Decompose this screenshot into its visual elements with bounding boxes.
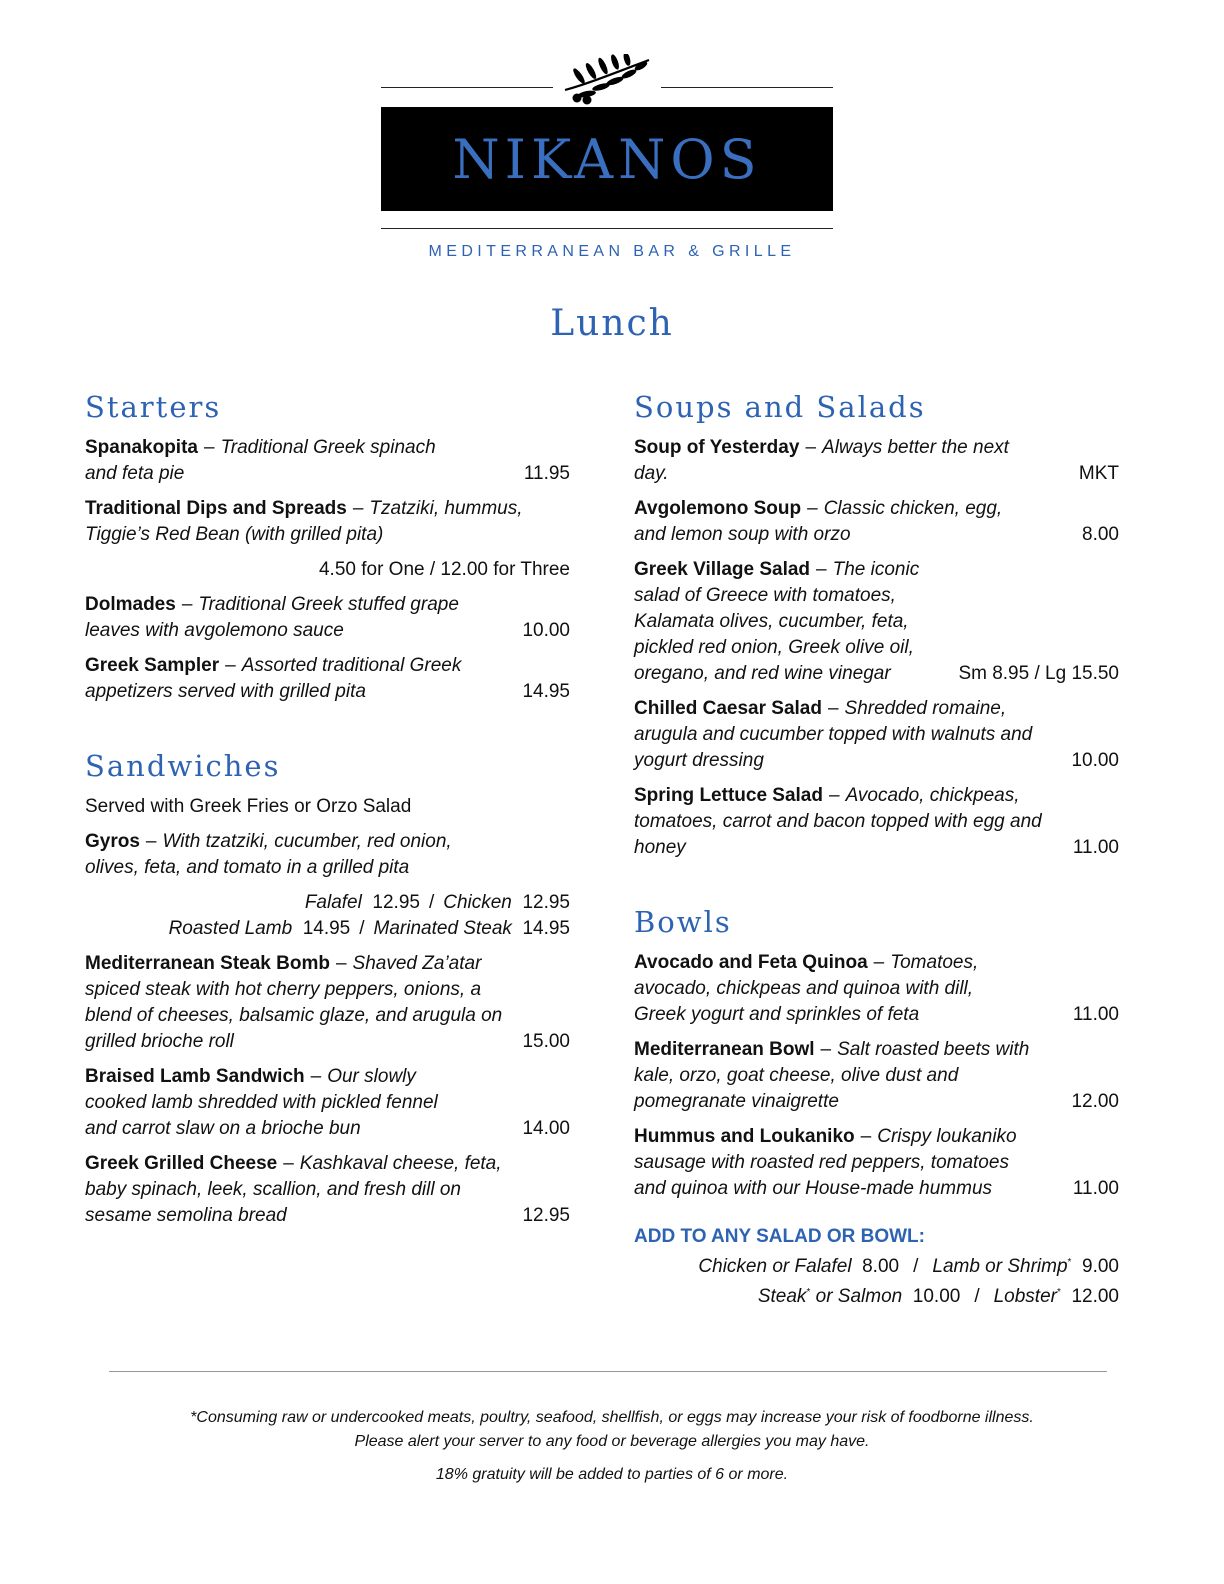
addon-label: or Salmon [810, 1286, 903, 1307]
item-name: Avocado and Feta Quinoa [634, 952, 868, 973]
item-dash: – [352, 498, 364, 519]
item-price: 11.00 [1072, 1004, 1119, 1025]
asterisk: * [806, 1287, 811, 1298]
gratuity-note: 18% gratuity will be added to parties of 6 or more. [435, 1466, 789, 1483]
item-dash: – [283, 1153, 294, 1174]
item-name: Avgolemono Soup [634, 498, 802, 519]
item-name: Hummus and Loukaniko [634, 1126, 855, 1147]
logo-rule-left [381, 87, 553, 88]
item-price: 15.00 [522, 1031, 570, 1052]
addon-label: Lobster [993, 1286, 1057, 1307]
gyros-price-line [85, 916, 570, 942]
addon-price: 12.00 [1071, 1286, 1119, 1307]
item-description: Tzatziki, hummus, Tiggie’s Red Bean (with grilled pita) [85, 498, 523, 545]
logo [381, 52, 833, 232]
item-price: Sm 8.95 / Lg 15.50 [958, 663, 1119, 684]
item-dash: – [225, 655, 236, 676]
item-dash: – [816, 559, 827, 580]
menu-item [85, 496, 570, 548]
item-dash: – [820, 1039, 832, 1060]
item-dash: – [181, 594, 193, 615]
item-name: Traditional Dips and Spreads [85, 498, 347, 519]
add-ons-title: ADD TO ANY SALAD OR BOWL: [634, 1226, 925, 1247]
menu-item [85, 951, 570, 1055]
item-name: Greek Grilled Cheese [85, 1153, 278, 1174]
section-title-soups-salads: Soups and Salads [634, 390, 926, 424]
right-column [634, 387, 1119, 1310]
section-title-bowls: Bowls [634, 905, 732, 939]
addon-label: Chicken or Falafel [698, 1256, 852, 1277]
item-price: MKT [1078, 463, 1119, 484]
option-price: 14.95 [522, 918, 570, 939]
item-description: Traditional Greek stuffed grape leaves with avgolemono sauce [85, 594, 459, 641]
left-column [85, 387, 570, 1238]
section-title-sandwiches: Sandwiches [85, 749, 281, 783]
item-description: Avocado, chickpeas, tomatoes, carrot and bacon topped with egg and honey [634, 785, 1042, 858]
item-price: 10.00 [1071, 750, 1119, 771]
item-price: 10.00 [522, 620, 570, 641]
item-description: Assorted traditional Greek appetizers served with grilled pita [85, 655, 462, 702]
item-description: Shaved Za’atar spiced steak with hot cherry peppers, onions, a blend of cheeses, balsamic glaze, and arugula on grilled brioche roll [85, 953, 503, 1052]
addon-price: 9.00 [1082, 1256, 1119, 1277]
price-separator: / [974, 1286, 980, 1307]
gyros-price-line [85, 890, 570, 916]
item-dash: – [335, 953, 347, 974]
item-price: 14.00 [522, 1118, 570, 1139]
option-label: Chicken [443, 892, 512, 913]
item-description: The iconic salad of Greece with tomatoes, Kalamata olives, cucumber, feta, pickled red onion, Greek olive oil, oregano, and red wine vinegar [634, 559, 920, 684]
item-description: Tomatoes, avocado, chickpeas and quinoa with dill, Greek yogurt and sprinkles of feta [634, 952, 979, 1025]
item-dash: – [805, 437, 817, 458]
section-note: Served with Greek Fries or Orzo Salad [85, 796, 412, 817]
menu-item [634, 696, 1119, 774]
item-dash: – [827, 698, 839, 719]
item-description: Crispy loukaniko sausage with roasted red peppers, tomatoes and quinoa with our House-made hummus [634, 1126, 1017, 1199]
disclaimer [0, 1406, 1224, 1454]
menu-item [85, 435, 570, 487]
disclaimer-line: Please alert your server to any food or beverage allergies you may have. [354, 1433, 870, 1450]
menu-item [85, 1064, 570, 1142]
add-ons-line [634, 1280, 1119, 1310]
add-ons-line [634, 1250, 1119, 1280]
logo-rule-bottom [381, 228, 833, 229]
item-description: Kashkaval cheese, feta, baby spinach, leek, scallion, and fresh dill on sesame semolina bread [85, 1153, 502, 1226]
item-dash: – [860, 1126, 872, 1147]
item-description: With tzatziki, cucumber, red onion, olives, feta, and tomato in a grilled pita [85, 831, 452, 878]
item-description: Traditional Greek spinach and feta pie [85, 437, 436, 484]
item-price: 14.95 [522, 681, 570, 702]
item-name: Chilled Caesar Salad [634, 698, 822, 719]
olive-branch-icon [557, 54, 657, 106]
item-name: Greek Village Salad [634, 559, 811, 580]
item-price: 8.00 [1082, 524, 1119, 545]
option-label: Roasted Lamb [168, 918, 293, 939]
menu-item [634, 496, 1119, 548]
brand-tagline: MEDITERRANEAN BAR & GRILLE [428, 243, 796, 260]
logo-rule-right [661, 87, 833, 88]
menu-item [634, 1037, 1119, 1115]
option-label: Falafel [304, 892, 362, 913]
option-price: 12.95 [522, 892, 570, 913]
price-separator: / [359, 918, 365, 939]
asterisk: * [1067, 1257, 1072, 1268]
item-price: 4.50 for One / 12.00 for Three [318, 559, 570, 580]
addon-price: 8.00 [862, 1256, 900, 1277]
item-description: Classic chicken, egg, and lemon soup with orzo [634, 498, 1003, 545]
price-separator: / [428, 892, 435, 913]
menu-item [634, 435, 1119, 487]
menu-item [85, 1151, 570, 1229]
menu-item [634, 557, 1119, 687]
item-price: 12.00 [1071, 1091, 1119, 1112]
option-price: 14.95 [302, 918, 351, 939]
item-description: Always better the next day. [634, 437, 1009, 484]
menu-item [634, 783, 1119, 861]
item-name: Gyros [85, 831, 140, 852]
item-price: 12.95 [522, 1205, 570, 1226]
item-name: Mediterranean Bowl [634, 1039, 815, 1060]
item-name: Mediterranean Steak Bomb [85, 953, 330, 974]
logo-box [381, 107, 833, 211]
item-dash: – [145, 831, 157, 852]
footer-divider [109, 1371, 1107, 1372]
item-name: Spring Lettuce Salad [634, 785, 823, 806]
brand-name: NIKANOS [452, 128, 762, 191]
item-dash: – [828, 785, 840, 806]
item-price: 11.00 [1072, 1178, 1119, 1199]
addon-label: Lamb or Shrimp [932, 1256, 1068, 1277]
item-name: Soup of Yesterday [634, 437, 800, 458]
item-price: 11.95 [523, 463, 570, 484]
price-separator: / [913, 1256, 919, 1277]
menu-item [634, 950, 1119, 1028]
option-price: 12.95 [372, 892, 420, 913]
menu-item-gyros [85, 829, 570, 881]
item-dash: – [310, 1066, 322, 1087]
item-name: Spanakopita [85, 437, 198, 458]
item-name: Greek Sampler [85, 655, 220, 676]
item-dash: – [873, 952, 885, 973]
item-dash: – [203, 437, 215, 458]
item-price: 11.00 [1072, 837, 1119, 858]
item-description: Our slowly cooked lamb shredded with pickled fennel and carrot slaw on a brioche bun [85, 1066, 438, 1139]
item-name: Braised Lamb Sandwich [85, 1066, 305, 1087]
addon-label: Steak [757, 1286, 807, 1307]
item-dash: – [807, 498, 818, 519]
page-title: Lunch [550, 303, 674, 344]
item-name: Dolmades [85, 594, 176, 615]
option-label: Marinated Steak [373, 918, 512, 939]
menu-item [634, 1124, 1119, 1202]
item-description: Salt roasted beets with kale, orzo, goat cheese, olive dust and pomegranate vinaigrette [634, 1039, 1030, 1112]
menu-item [85, 653, 570, 705]
menu-item [85, 592, 570, 644]
item-description: Shredded romaine, arugula and cucumber topped with walnuts and yogurt dressing [634, 698, 1033, 771]
asterisk: * [1056, 1287, 1061, 1298]
disclaimer-line: *Consuming raw or undercooked meats, poultry, seafood, shellfish, or eggs may increase your risk of foodborne illness. [190, 1409, 1034, 1426]
addon-price: 10.00 [912, 1286, 961, 1307]
section-title-starters: Starters [85, 390, 222, 424]
